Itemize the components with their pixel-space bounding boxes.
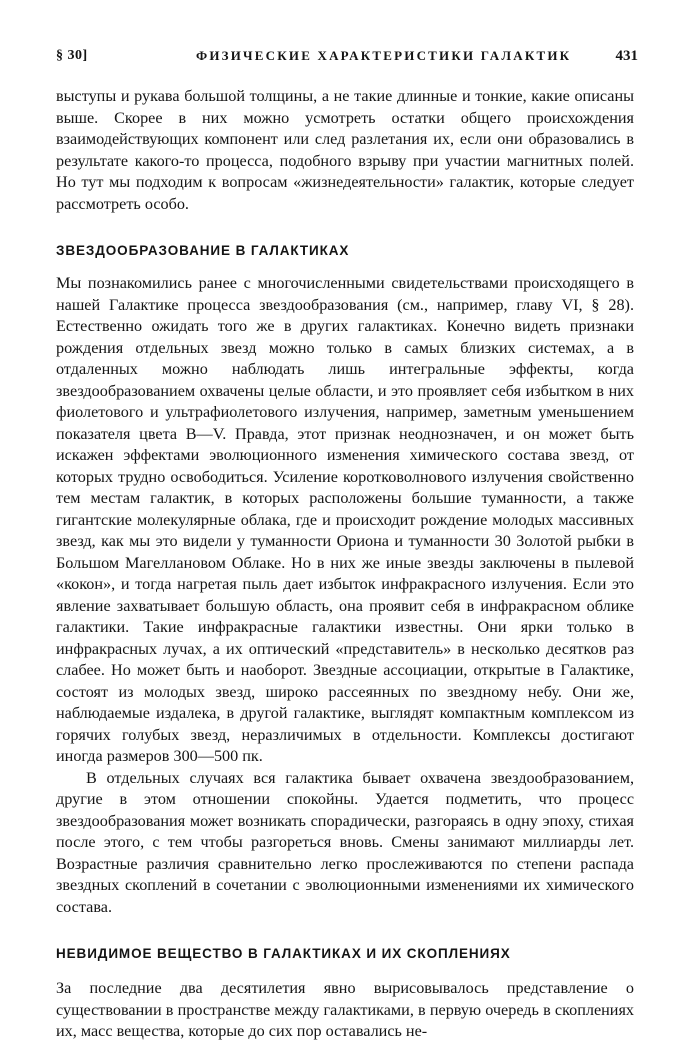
- running-head-title: ФИЗИЧЕСКИЕ ХАРАКТЕРИСТИКИ ГАЛАКТИК: [196, 48, 572, 63]
- section-heading-invisible-matter: НЕВИДИМОЕ ВЕЩЕСТВО В ГАЛАКТИКАХ И ИХ СКОПЛЕНИЯХ: [56, 946, 511, 961]
- intro-paragraph: выступы и рукава большой толщины, а не такие длинные и тонкие, какие описаны выше. Скорее в них можно усмотреть остатки общего происхождения взаимодействующих компонент или след разлетания их, если они образовались в результате какого-то процесса, подобного взрыву при участии магнитных полей. Но тут мы подходим к вопросам «жизнедеятельности» галактик, которые следует рассмотреть особо.: [56, 87, 634, 213]
- running-head: [56, 44, 638, 68]
- invisible-matter-text-block: [56, 978, 634, 1043]
- invisible-matter-paragraph-1: За последние два десятилетия явно вырисовывалось представление о существовании в пространстве между галактиками, в первую очередь в скоплениях их, масс вещества, которые до сих пор оставались не-: [56, 979, 634, 1040]
- star-formation-text-block: [56, 273, 634, 918]
- running-head-section: § 30]: [56, 48, 88, 63]
- section-heading-star-formation: ЗВЕЗДООБРАЗОВАНИЕ В ГАЛАКТИКАХ: [56, 243, 350, 258]
- intro-text-block: [56, 86, 634, 215]
- page-number: 431: [615, 48, 638, 64]
- star-formation-paragraph-1: Мы познакомились ранее с многочисленными свидетельствами происходящего в нашей Галактике процесса звездообразования (см., например, главу VI, § 28). Естественно ожидать того же в других галактиках. Конечно видеть признаки рождения отдельных звезд можно только в самых близких системах, а в отдаленных можно наблюдать лишь интегральные эффекты, когда звездообразованием охвачены целые области, и это проявляет себя избытком в них фиолетового и ультрафиолетового излучения, например, заметным уменьшением показателя цвета B—V. Правда, этот признак неоднозначен, и он может быть искажен эффектами эволюционного изменения химического состава звезд, от которых трудно освободиться. Усиление коротковолнового излучения свойственно тем местам галактик, в которых расположены большие туманности, а также гигантские молекулярные облака, где и происходит рождение молодых массивных звезд, как мы это видели у туманности Ориона и туманности 30 Золотой рыбки в Большом Магеллановом Облаке. Но в них же иные звезды заключены в пылевой «кокон», и тогда нагретая пыль дает избыток инфракрасного излучения. Если это явление захватывает большую область, она проявит себя в инфракрасном облике галактики. Такие инфракрасные галактики известны. Они ярки только в инфракрасных лучах, а их оптический «представитель» в несколько десятков раз слабее. Но может быть и наоборот. Звездные ассоциации, открытые в Галактике, состоят из молодых звезд, широко рассеянных по звездному небу. Они же, наблюдаемые издалека, в другой галактике, выглядят компактным комплексом из горячих голубых звезд, неразличимых в отдельности. Комплексы достигают иногда размеров 300—500 пк.: [56, 274, 634, 765]
- book-page: [56, 44, 638, 1043]
- star-formation-paragraph-2: В отдельных случаях вся галактика бывает охвачена звездообразованием, другие в этом отношении спокойны. Удается подметить, что процесс звездообразования может возникать спорадически, разгораясь в одну эпоху, стихая после этого, с тем чтобы разгореться вновь. Смены занимают миллиарды лет. Возрастные различия сравнительно легко прослеживаются по степени распада звездных скоплений в сочетании с эволюционными изменениями их химического состава.: [56, 768, 634, 916]
